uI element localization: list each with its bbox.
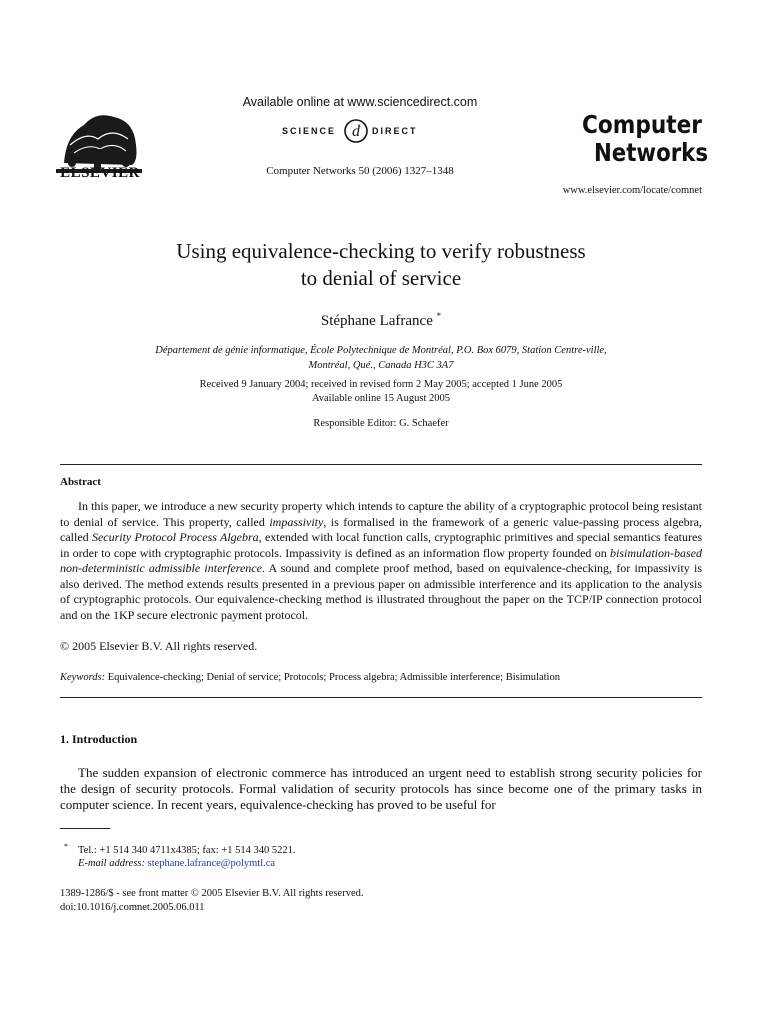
article-history [60,378,702,406]
abstract-emphasis-bndai: bisimulation-based non-deterministic admissible interference [60,545,702,575]
footnote-email [78,858,275,869]
publisher-name: ELSEVIER [60,165,140,181]
journal-logo-line1: Computer [582,110,703,139]
affiliation-line-2: Montréal, Qué., Canada H3C 3A7 [308,360,454,371]
abstract-copyright: © 2005 Elsevier B.V. All rights reserved. [60,639,258,653]
abstract-part-1: In this paper, we introduce a new security property which intends to capture the ability of a cryptographic protocol being resistant to denial of service. This property, called [60,499,702,529]
introduction-text: The sudden expansion of electronic commerce has introduced an urgent need to establish strong security policies for the design of security protocols. Formal validation of security protocols has since become one of the primary tasks in computer science. In recent years, equivalence-checking has proved to be useful for [60,765,702,812]
article-title [60,238,702,292]
email-link[interactable]: stephane.lafrance@polymtl.ca [147,858,276,869]
journal-logo-line2: Networks [594,138,708,167]
abstract-part-2: , is formalised in the framework of a generic value-passing process algebra, called [60,514,702,544]
abstract-emphasis-impassivity: impassivity [269,514,324,529]
available-online-text: Available online at www.sciencedirect.com [242,95,478,109]
responsible-editor: Responsible Editor: G. Schaefer [313,418,449,429]
doi[interactable]: doi:10.1016/j.comnet.2005.06.011 [60,902,205,913]
abstract-text [60,499,702,623]
svg-text:d: d [352,123,360,140]
author [60,311,702,330]
received-dates: Received 9 January 2004; received in revised form 2 May 2005; accepted 1 June 2005 [199,379,563,390]
journal-reference: Computer Networks 50 (2006) 1327–1348 [266,165,454,177]
footnote-telephone: Tel.: +1 514 340 4711x4385; fax: +1 514 340 5221. [78,845,296,856]
footnote-mark: * [64,842,68,851]
title-line-2: to denial of service [300,266,462,290]
author-footnote-mark[interactable]: * [436,311,442,321]
keywords-label: Keywords: [60,672,106,683]
journal-url[interactable]: www.elsevier.com/locate/comnet [562,185,702,196]
issn-front-matter: 1389-1286/$ - see front matter © 2005 Elsevier B.V. All rights reserved. [60,888,364,899]
abstract-bottom-rule [60,697,702,698]
sciencedirect-logo [270,113,450,147]
keywords [60,672,702,683]
affiliation [100,343,662,373]
abstract-heading: Abstract [60,476,101,488]
affiliation-line-1: Département de génie informatique, École Polytechnique de Montréal, P.O. Box 6079, Station Centre-ville, [155,345,607,356]
abstract-part-4: . A sound and complete proof method, based on equivalence-checking, for impassivity is also derived. The method extends results presented in a previous paper on admissible interference and its application to the analysis of cryptographic protocols. Our equivalence-checking method is illustrated throughout the paper on the TCP/IP connection protocol and on the 1KP secure electronic payment protocol. [60,561,702,622]
available-online-date: Available online 15 August 2005 [311,393,451,404]
footnote-rule [60,828,110,829]
author-name: Stéphane Lafrance [320,313,433,329]
email-label: E-mail address: [78,858,145,869]
computer-networks-logo [580,109,710,167]
title-line-1: Using equivalence-checking to verify robustness [176,239,586,263]
abstract-part-3: , extended with local function calls, cryptographic primitives and special semantics features in order to cope with cryptographic protocols. Impassivity is defined as an information flow property founded on [60,530,702,560]
section-heading-introduction: 1. Introduction [60,732,138,746]
sciencedirect-right-word: DIRECT [372,126,418,136]
keywords-list: Equivalence-checking; Denial of service; Protocols; Process algebra; Admissible interference; Bisimulation [107,672,560,683]
abstract-emphasis-sppa: Security Protocol Process Algebra [91,530,259,544]
sciencedirect-left-word: SCIENCE [281,126,336,136]
abstract-top-rule [60,464,702,465]
